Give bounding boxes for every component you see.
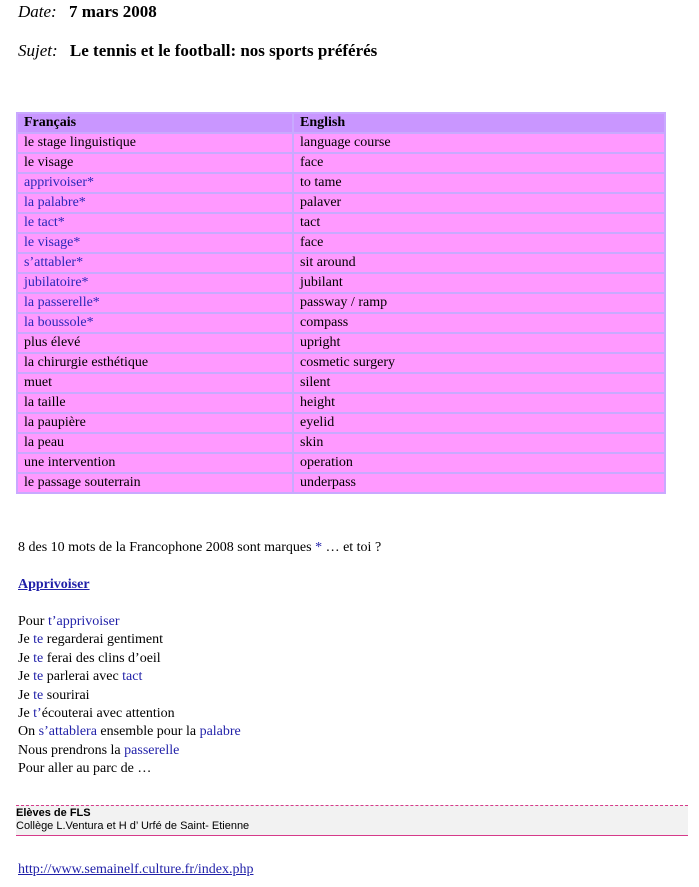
poem-text: Je bbox=[18, 669, 34, 685]
table-row bbox=[18, 214, 664, 232]
cell-francais: le tact* bbox=[18, 214, 292, 232]
footer-school: Collège L.Ventura et H d’ Urfé de Saint- Etienne bbox=[16, 820, 250, 832]
table-row bbox=[18, 234, 664, 252]
date-value: 7 mars 2008 bbox=[68, 2, 157, 21]
poem-highlight-word: te bbox=[33, 669, 44, 685]
cell-francais: s’attabler* bbox=[18, 254, 292, 272]
table-row bbox=[18, 254, 664, 272]
table-row bbox=[18, 434, 664, 452]
cell-english: face bbox=[294, 234, 664, 252]
poem-highlight-word: te bbox=[33, 650, 44, 666]
cell-francais: la boussole* bbox=[18, 314, 292, 332]
table-row bbox=[18, 374, 664, 392]
cell-english: palaver bbox=[294, 194, 664, 212]
cell-english: language course bbox=[294, 134, 664, 152]
poem-highlight-word: t’apprivoiser bbox=[47, 614, 120, 629]
cell-francais: plus élevé bbox=[18, 334, 292, 352]
table-row bbox=[18, 454, 664, 472]
cell-francais: la peau bbox=[18, 434, 292, 452]
poem-highlight-word: s’attablera bbox=[38, 724, 97, 740]
cell-francais: le passage souterrain bbox=[18, 474, 292, 492]
cell-english: upright bbox=[294, 334, 664, 352]
cell-english: operation bbox=[294, 454, 664, 472]
vocabulary-table bbox=[16, 112, 666, 494]
cell-english: to tame bbox=[294, 174, 664, 192]
poem-line bbox=[18, 613, 241, 631]
table-row bbox=[18, 354, 664, 372]
cell-francais: le visage* bbox=[18, 234, 292, 252]
poem-line bbox=[18, 631, 241, 649]
poem-text: ferai des clins d’oeil bbox=[43, 650, 161, 666]
table-row bbox=[18, 194, 664, 212]
cell-francais: muet bbox=[18, 374, 292, 392]
table-row bbox=[18, 174, 664, 192]
table-row bbox=[18, 274, 664, 292]
poem-text: Nous prendrons la bbox=[18, 742, 125, 758]
table-row bbox=[18, 154, 664, 172]
footer-title: Elèves de FLS bbox=[16, 807, 91, 819]
poem-text: Je bbox=[18, 632, 34, 648]
note-question: … et toi ? bbox=[322, 540, 382, 555]
cell-english: passway / ramp bbox=[294, 294, 664, 312]
date-label: Date: bbox=[18, 2, 57, 21]
cell-english: silent bbox=[294, 374, 664, 392]
poem-text: écouterai avec attention bbox=[41, 706, 175, 722]
poem-line bbox=[18, 742, 241, 760]
table-row bbox=[18, 294, 664, 312]
cell-english: sit around bbox=[294, 254, 664, 272]
poem-text: regarderai gentiment bbox=[43, 632, 163, 648]
poem-text: sourirai bbox=[43, 687, 90, 703]
poem-text: Je bbox=[18, 650, 34, 666]
poem-highlight-word: passerelle bbox=[124, 742, 180, 758]
cell-english: compass bbox=[294, 314, 664, 332]
footer-box bbox=[16, 805, 688, 836]
cell-english: eyelid bbox=[294, 414, 664, 432]
poem-text: ensemble pour la bbox=[96, 724, 200, 740]
marked-words-note bbox=[18, 540, 381, 556]
poem-line bbox=[18, 668, 241, 686]
cell-francais: jubilatoire* bbox=[18, 274, 292, 292]
poem-title-link[interactable]: Apprivoiser bbox=[18, 577, 90, 592]
vocabulary-table-body bbox=[18, 134, 664, 492]
note-asterisk: * bbox=[315, 540, 323, 555]
cell-francais: la chirurgie esthétique bbox=[18, 354, 292, 372]
column-header-english: English bbox=[294, 114, 664, 132]
poem-text: On bbox=[18, 724, 39, 740]
cell-english: cosmetic surgery bbox=[294, 354, 664, 372]
poem-text: parlerai avec bbox=[43, 669, 123, 685]
table-row bbox=[18, 474, 664, 492]
cell-english: height bbox=[294, 394, 664, 412]
poem-line bbox=[18, 705, 241, 723]
cell-english: tact bbox=[294, 214, 664, 232]
poem-text: Pour aller au parc de … bbox=[18, 761, 152, 777]
poem-line bbox=[18, 650, 241, 668]
poem-text: Pour bbox=[18, 614, 48, 629]
cell-francais: le visage bbox=[18, 154, 292, 172]
table-row bbox=[18, 414, 664, 432]
poem-highlight-word: palabre bbox=[199, 724, 241, 740]
cell-francais: apprivoiser* bbox=[18, 174, 292, 192]
table-row bbox=[18, 394, 664, 412]
poem-highlight-word: te bbox=[33, 687, 44, 703]
poem-line bbox=[18, 723, 241, 741]
subject-line bbox=[18, 41, 377, 61]
cell-francais: la palabre* bbox=[18, 194, 292, 212]
cell-francais: une intervention bbox=[18, 454, 292, 472]
subject-value: Le tennis et le football: nos sports préférés bbox=[69, 41, 378, 60]
cell-francais: la taille bbox=[18, 394, 292, 412]
poem-line bbox=[18, 687, 241, 705]
poem-text: Je bbox=[18, 687, 34, 703]
column-header-francais: Français bbox=[18, 114, 292, 132]
cell-francais: la passerelle* bbox=[18, 294, 292, 312]
cell-francais: le stage linguistique bbox=[18, 134, 292, 152]
cell-english: jubilant bbox=[294, 274, 664, 292]
table-header-row bbox=[18, 114, 664, 132]
semainelf-link[interactable]: http://www.semainelf.culture.fr/index.php bbox=[18, 862, 254, 877]
table-row bbox=[18, 134, 664, 152]
poem-line bbox=[18, 760, 241, 778]
cell-english: underpass bbox=[294, 474, 664, 492]
table-row bbox=[18, 314, 664, 332]
cell-francais: la paupière bbox=[18, 414, 292, 432]
poem bbox=[18, 613, 241, 779]
note-text: 8 des 10 mots de la Francophone 2008 sont marques bbox=[18, 540, 316, 555]
cell-english: skin bbox=[294, 434, 664, 452]
cell-english: face bbox=[294, 154, 664, 172]
poem-highlight-word: tact bbox=[122, 669, 143, 685]
subject-label: Sujet: bbox=[18, 41, 58, 60]
poem-highlight-word: t’ bbox=[33, 706, 42, 722]
poem-text: Je bbox=[18, 706, 34, 722]
date-line bbox=[18, 2, 157, 22]
table-row bbox=[18, 334, 664, 352]
poem-highlight-word: te bbox=[33, 632, 44, 648]
